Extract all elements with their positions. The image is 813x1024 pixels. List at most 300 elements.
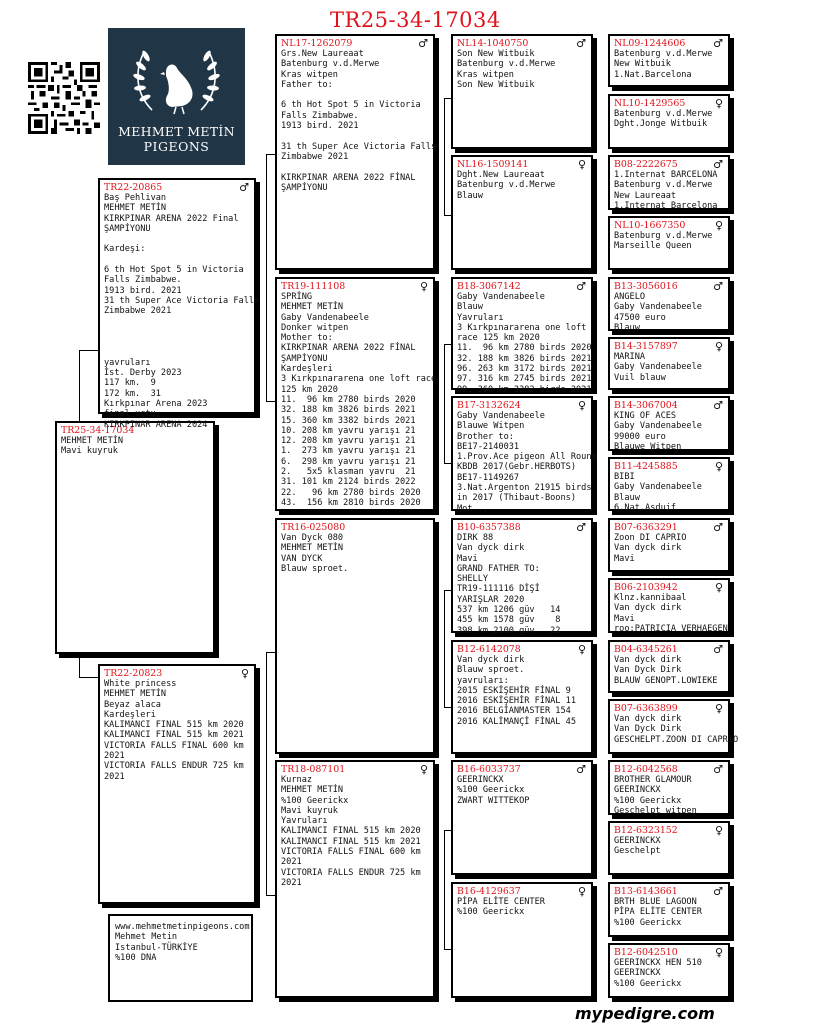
card-dam [98, 664, 256, 904]
detail-line: 1.Nat.Barcelona [614, 69, 692, 80]
detail-line: Mavi [614, 553, 635, 564]
detail-line: 2021 [104, 751, 125, 762]
ring-number: NL09-1244606 [614, 38, 686, 49]
detail-line: 2016 KALİMANÇİ FİNAL 45 [457, 716, 576, 727]
detail-line: MEHMET METİN [104, 203, 167, 214]
detail-line: GEERINCKX [614, 968, 661, 979]
detail-line: Son New Witbuik [457, 79, 535, 90]
detail-line: 2. 5x5 klasman yavru 21 [281, 467, 416, 478]
loft-logo [108, 28, 245, 165]
card-details [614, 533, 724, 564]
detail-line: Falls Zimbabwe. [104, 275, 182, 286]
detail-line: 1913 bird. 2021 [104, 285, 182, 296]
detail-line: VICTORIA FALLS ENDUR 725 km [104, 761, 244, 772]
detail-line: Batenburg v.d.Merwe [457, 180, 556, 191]
female-icon: ♀ [240, 667, 249, 680]
card-ssd [451, 155, 593, 270]
detail-line: MEHMET METİN [104, 689, 167, 700]
detail-line: Van dyck dirk [457, 655, 525, 665]
pigeon-wreath-icon [108, 28, 245, 123]
card-dd [275, 760, 435, 998]
card-dsd [451, 640, 593, 754]
detail-line: Gaby Vandenabeele [614, 302, 702, 313]
card-g13 [608, 760, 730, 815]
card-sds [451, 277, 593, 395]
detail-line: ŞAMPİYONU [281, 353, 328, 364]
detail-line: Mavi kuyruk [61, 446, 118, 457]
detail-line: BRTH BLUE LAGOON [614, 897, 697, 907]
male-icon: ♂ [713, 399, 723, 412]
ring-number: B13-6143661 [614, 886, 678, 897]
detail-line: VAN DYCK [281, 553, 323, 564]
detail-line: 6.Nat.Asduif [614, 502, 677, 513]
detail-line: 3.Nat.Argenton 21915 birds [457, 483, 592, 494]
ring-number: B12-6042568 [614, 764, 678, 775]
card-g3 [608, 155, 730, 210]
detail-line: Van Dyck 080 [281, 533, 344, 543]
detail-line: 15. 360 km 3382 birds 2021 [281, 415, 416, 426]
card-details [614, 292, 724, 333]
detail-line: White princess [104, 679, 177, 689]
card-g10 [608, 578, 730, 633]
detail-line: BE17-2140031 [457, 441, 520, 452]
detail-line: Kurnaz [281, 775, 313, 785]
card-details [614, 231, 724, 252]
female-icon: ♀ [714, 219, 723, 232]
detail-line: Blauw sproet. [281, 563, 349, 574]
detail-line: 3 Kırkpınararena one loft race [281, 374, 437, 385]
detail-line: Van Dyck Dirk [614, 665, 682, 676]
ring-number: NL10-1429565 [614, 98, 686, 109]
ring-number: B12-6142078 [457, 644, 521, 655]
ring-number: NL17-1262079 [281, 38, 353, 49]
owner-info-box [108, 914, 253, 1002]
detail-line: 22. 96 km 2780 birds 2020 [281, 487, 421, 498]
male-icon: ♂ [576, 763, 586, 776]
detail-line [281, 131, 429, 141]
ring-number: B16-6033737 [457, 764, 521, 775]
ring-number: TR25-34-17034 [61, 425, 135, 436]
card-details [614, 593, 728, 634]
male-icon: ♂ [576, 521, 586, 534]
detail-line: 12. 208 km yavru yarışı 21 [281, 436, 416, 447]
detail-line: Yavruları [281, 816, 328, 827]
female-icon: ♀ [419, 280, 428, 293]
ring-number: B12-6323152 [614, 825, 678, 836]
detail-line: Vuil blauw [614, 372, 666, 383]
card-g15 [608, 882, 730, 937]
detail-line [281, 90, 429, 100]
detail-line: 117 km. 9 [104, 378, 156, 389]
card-details [457, 897, 587, 918]
male-icon: ♂ [576, 37, 586, 50]
detail-line: Geschelpt [614, 846, 661, 857]
detail-line: 32. 188 km 3826 birds 2021 [457, 353, 592, 364]
detail-line: MEHMET METİN [61, 436, 124, 446]
detail-line: Batenburg v.d.Merwe [614, 109, 713, 119]
detail-line: Geschelpt witpen [614, 805, 697, 816]
detail-line: Batenburg v.d.Merwe [614, 180, 713, 191]
detail-line [104, 347, 250, 357]
male-icon: ♂ [713, 885, 723, 898]
ring-number: TR18-087101 [281, 764, 346, 775]
card-details [614, 836, 724, 857]
card-g16 [608, 943, 730, 998]
detail-line: VICTORIA FALLS FINAL 600 km [104, 740, 244, 751]
detail-line: Klnz.kannibaal [614, 593, 687, 603]
ring-number: B14-3157897 [614, 341, 678, 352]
ring-number: B10-6357388 [457, 522, 521, 533]
detail-line: Kras witpen [457, 69, 514, 80]
ring-number: NL14-1040750 [457, 38, 529, 49]
detail-line: Gaby Vandenabeele [614, 421, 702, 432]
detail-line: GEERINCKX [614, 785, 661, 796]
detail-line: ŞAMPİYONU [281, 182, 328, 193]
ring-number: B06-2103942 [614, 582, 678, 593]
detail-line: SHELLY [457, 574, 489, 585]
detail-line: Blauw [614, 492, 640, 503]
detail-line: 172 km. 31 [104, 388, 161, 399]
detail-line: Baş Pehlivan [104, 193, 167, 203]
detail-line: Van dyck dirk [614, 655, 682, 665]
owner-location: Istanbul-TÜRKİYE [115, 942, 198, 953]
detail-line: Zimbabwe 2021 [104, 306, 172, 317]
detail-line: %100 Geerickx [614, 978, 682, 989]
detail-line: Batenburg v.d.Merwe [614, 49, 713, 59]
detail-line: Father to: [281, 79, 333, 90]
female-icon: ♀ [714, 581, 723, 594]
card-g6 [608, 337, 730, 390]
card-g11 [608, 640, 730, 693]
detail-line: Yavruları [457, 312, 504, 323]
detail-line: Kardeşi: [104, 244, 146, 255]
detail-line: Batenburg v.d.Merwe [457, 59, 556, 70]
male-icon: ♂ [713, 643, 723, 656]
detail-line: 10. 208 km yavru yarışı 21 [281, 425, 416, 436]
ring-number: B14-3067004 [614, 400, 678, 411]
detail-line: İst. Derby 2023 [104, 368, 182, 379]
detail-line: BIBI [614, 472, 635, 482]
detail-line: 31 th Super Ace Victoria Falls [104, 295, 260, 306]
detail-line: MEHMET METİN [281, 302, 344, 313]
detail-line: Brother to: [457, 431, 514, 442]
male-icon: ♂ [713, 158, 723, 171]
female-icon: ♀ [714, 824, 723, 837]
detail-line: Donker witpen [281, 322, 349, 333]
female-icon: ♀ [577, 399, 586, 412]
ring-number: NL10-1667350 [614, 220, 686, 231]
detail-line: Van Dyck Dirk [614, 724, 682, 735]
detail-line: SPRİNG [281, 292, 313, 302]
card-details [614, 170, 724, 211]
detail-line: Mavi [614, 613, 635, 624]
detail-line: 96. 263 km 3172 birds 2021 [457, 364, 592, 375]
detail-line: ANGELO [614, 292, 646, 302]
ring-number: B08-2222675 [614, 159, 678, 170]
male-icon: ♂ [713, 280, 723, 293]
card-ss [275, 34, 435, 270]
card-g1 [608, 34, 730, 87]
detail-line: VICTORIA FALLS FINAL 600 km [281, 847, 421, 858]
owner-dna-note: %100 DNA [115, 952, 157, 963]
female-icon: ♀ [577, 885, 586, 898]
ring-number: TR19-111108 [281, 281, 346, 292]
card-sd [275, 277, 435, 511]
detail-line: GEERINCKX HEN 510 [614, 958, 702, 968]
detail-line: Gaby Vandenabeele [457, 411, 545, 421]
detail-line: Gaby Vandenabeele [281, 312, 369, 323]
card-details [614, 655, 724, 686]
detail-line: Kardeşleri [104, 709, 156, 720]
detail-line: Blauw [457, 302, 483, 313]
card-details [281, 49, 437, 193]
female-icon: ♀ [577, 158, 586, 171]
qr-code-icon [28, 62, 100, 134]
ring-number: NL16-1509141 [457, 159, 529, 170]
detail-line: Kras witpen [281, 69, 338, 80]
detail-line: %100 Geerickx [614, 795, 682, 806]
detail-line: 2016 BELGİANMASTER 154 [457, 706, 571, 717]
ring-number: B13-3056016 [614, 281, 678, 292]
detail-line: yavruları [104, 357, 151, 368]
female-icon: ♀ [577, 643, 586, 656]
detail-line [104, 337, 250, 347]
detail-line: 99. 360 km 3382 birds 2021 [457, 384, 592, 395]
brand-watermark: mypedigre.com [575, 1004, 715, 1023]
female-icon: ♀ [714, 97, 723, 110]
detail-line: race 125 km 2020 [457, 333, 540, 344]
male-icon: ♂ [713, 37, 723, 50]
detail-line: yavruları: [457, 675, 509, 686]
card-g8 [608, 457, 730, 511]
card-details [614, 775, 724, 816]
card-details [457, 775, 587, 806]
detail-line: KALIMANCI FINAL 515 km 2021 [104, 730, 244, 741]
detail-line: 2021 [104, 771, 125, 782]
detail-line: GEERINCKX [614, 836, 661, 846]
card-sss [451, 34, 593, 149]
detail-line: ZWART WITTEKOP [457, 795, 530, 806]
detail-line: Gaby Vandenabeele [614, 362, 702, 373]
card-g9 [608, 518, 730, 572]
detail-line: BLAUW GENOPT.LOWIEKE [614, 675, 718, 686]
detail-line: TR19-111116 DİŞİ [457, 584, 540, 595]
detail-line: %100 Geerickx [457, 785, 525, 796]
card-details [614, 714, 739, 745]
detail-line: YARIŞLAR 2020 [457, 594, 525, 605]
detail-line: Zoon DI CAPRIO [614, 533, 687, 543]
detail-line: MARINA [614, 352, 646, 362]
detail-line: Batenburg v.d.Merwe [281, 59, 380, 70]
detail-line: roo:PATRICIA VERHAEGEN [614, 623, 728, 634]
detail-line: MEHMET METİN [281, 543, 344, 554]
detail-line: GESCHELPT.ZOON DI CAPRIO [614, 734, 739, 745]
detail-line: 1.Prov.Ace pigeon All Round [457, 452, 597, 463]
detail-line: Mother to: [281, 333, 333, 344]
card-details [614, 958, 724, 989]
ring-number: B16-4129637 [457, 886, 521, 897]
detail-line: 11. 96 km 2780 birds 2020 [457, 343, 592, 354]
detail-line: final uçtu [104, 409, 156, 420]
card-g14 [608, 821, 730, 875]
detail-line: Van dyck dirk [614, 714, 682, 724]
detail-line: 537 km 1206 güv 14 [457, 605, 561, 616]
detail-line: Mavi [457, 553, 478, 564]
ring-number: B11-4245885 [614, 461, 678, 472]
card-details [457, 49, 587, 90]
detail-line: Mot... [457, 503, 489, 514]
card-sire [98, 178, 260, 430]
detail-line: GEERINCKX [457, 775, 504, 785]
detail-line: Dght.New Laureaat [457, 170, 545, 180]
detail-line: KBDB 2017(Gebr.HERBOTS) [457, 462, 576, 473]
detail-line: Kardeşleri [281, 364, 333, 375]
detail-line: PİPA ELİTE CENTER [457, 897, 545, 907]
card-ds [275, 518, 435, 754]
detail-line: 125 km 2020 [281, 384, 338, 395]
detail-line: 43. 156 km 2810 birds 2020 [281, 497, 421, 508]
detail-line: Marseille Queen [614, 241, 692, 252]
detail-line: 3 Kırkpınararena one loft [457, 322, 587, 333]
ring-number: B12-6042510 [614, 947, 678, 958]
card-dss [451, 518, 593, 636]
card-subject [55, 421, 215, 654]
detail-line: Gaby Vandenabeele [614, 482, 702, 493]
ring-number: TR22-20865 [104, 182, 163, 193]
detail-line: Beyaz alaca [104, 699, 161, 710]
detail-line [104, 234, 250, 244]
card-g5 [608, 277, 730, 331]
detail-line: 11. 96 km 2780 birds 2020 [281, 394, 416, 405]
ring-number: TR22-20823 [104, 668, 163, 679]
logo-subtitle: PIGEONS [143, 139, 210, 154]
female-icon: ♀ [714, 460, 723, 473]
card-details [457, 533, 587, 636]
detail-line: 6. 298 km yavru yarışı 21 [281, 456, 416, 467]
card-dds [451, 760, 593, 875]
detail-line: DIRK 88 [457, 533, 494, 543]
detail-line: %100 Geerickx [457, 907, 525, 918]
card-details [614, 109, 724, 130]
detail-line: Blauw [614, 322, 640, 333]
detail-line: New Witbuik [614, 59, 671, 70]
detail-line: Falls Zimbabwe. [281, 110, 359, 121]
detail-line: Van dyck dirk [614, 603, 682, 614]
detail-line: Zimbabwe 2021 [281, 151, 349, 162]
card-ddd [451, 882, 593, 998]
ring-number: TR16-025080 [281, 522, 346, 533]
card-details [281, 775, 429, 888]
detail-line: Son New Witbuik [457, 49, 535, 59]
detail-line: 32. 188 km 3826 birds 2021 [281, 405, 416, 416]
card-details [104, 679, 250, 782]
card-details [614, 352, 724, 383]
card-details [281, 533, 429, 574]
detail-line: VICTORIA FALLS ENDUR 725 km [281, 867, 421, 878]
detail-line: 2021 [281, 857, 302, 868]
detail-line: %100 Geerickx [614, 917, 682, 928]
detail-line: Mavi kuyruk [281, 805, 338, 816]
male-icon: ♂ [418, 37, 428, 50]
detail-line: 99000 euro [614, 431, 666, 442]
detail-line [281, 162, 429, 172]
detail-line: GRAND FATHER TO: [457, 563, 540, 574]
card-details [104, 193, 260, 430]
detail-line: ŞAMPİYONU [104, 223, 151, 234]
card-details [281, 292, 437, 508]
detail-line: Blauw [457, 190, 483, 201]
detail-line: 31 th Super Ace Victoria Falls [281, 141, 437, 152]
card-sdd [451, 396, 597, 514]
detail-line: 6 th Hot Spot 5 in Victoria [281, 100, 421, 111]
card-details [457, 292, 592, 395]
detail-line: KALIMANCI FINAL 515 km 2021 [281, 836, 421, 847]
detail-line: Van dyck dirk [614, 543, 682, 554]
female-icon: ♀ [419, 763, 428, 776]
logo-name: MEHMET METİN [118, 124, 235, 139]
detail-line: 6 th Hot Spot 5 in Victoria [104, 265, 244, 276]
ring-number: B07-6363899 [614, 703, 678, 714]
owner-website: www.mehmetmetinpigeons.com [115, 922, 250, 932]
card-details [614, 897, 724, 928]
detail-line: Blauw sproet. [457, 665, 525, 676]
detail-line: KING OF ACES [614, 411, 677, 421]
detail-line: KIRKPINAR ARENA 2022 FİNAL [281, 343, 416, 354]
male-icon: ♂ [239, 181, 249, 194]
detail-line: 1.Internat Barcelona [614, 200, 718, 211]
ring-number: B07-6363291 [614, 522, 678, 533]
male-icon: ♂ [713, 763, 723, 776]
card-details [457, 411, 597, 514]
card-details [61, 436, 209, 457]
female-icon: ♀ [714, 946, 723, 959]
detail-line: Gaby Vandenabeele [457, 292, 545, 302]
detail-line: %100 Geerickx [281, 795, 349, 806]
detail-line: BE17-1149267 [457, 472, 520, 483]
detail-line [104, 255, 250, 265]
card-g2 [608, 94, 730, 149]
detail-line: MEHMET METİN [281, 785, 344, 796]
detail-line: Van dyck dirk [457, 543, 525, 554]
detail-line: 47500 euro [614, 312, 666, 323]
detail-line: 1913 bird. 2021 [281, 121, 359, 132]
detail-line [104, 317, 250, 327]
detail-line: 31. 101 km 2124 birds 2022 [281, 477, 416, 488]
ring-number: B17-3132624 [457, 400, 521, 411]
detail-line: New Laureaat [614, 190, 677, 201]
detail-line [104, 327, 250, 337]
pedigree-title: TR25-34-17034 [330, 8, 501, 32]
female-icon: ♀ [714, 702, 723, 715]
detail-line: in 2017 (Thibaut-Boons) [457, 493, 576, 504]
card-details [457, 655, 587, 727]
detail-line: 1. 273 km yavru yarışı 21 [281, 446, 416, 457]
detail-line: BROTHER GLAMOUR [614, 775, 692, 785]
male-icon: ♂ [713, 521, 723, 534]
detail-line: KIRKPINAR ARENA 2022 FİNAL [281, 172, 416, 183]
detail-line: PİPA ELİTE CENTER [614, 907, 702, 918]
card-g4 [608, 216, 730, 270]
detail-line: KALIMANCI FINAL 515 km 2020 [104, 720, 244, 731]
ring-number: B04-6345261 [614, 644, 678, 655]
card-details [457, 170, 587, 201]
card-details [614, 411, 724, 452]
detail-line: 2021 [281, 877, 302, 888]
detail-line: KIRKPINAR ARENA 2022 Final [104, 213, 239, 224]
owner-name: Mehmet Metin [115, 932, 178, 943]
detail-line: KALIMANCI FINAL 515 km 2020 [281, 826, 421, 837]
female-icon: ♀ [714, 340, 723, 353]
